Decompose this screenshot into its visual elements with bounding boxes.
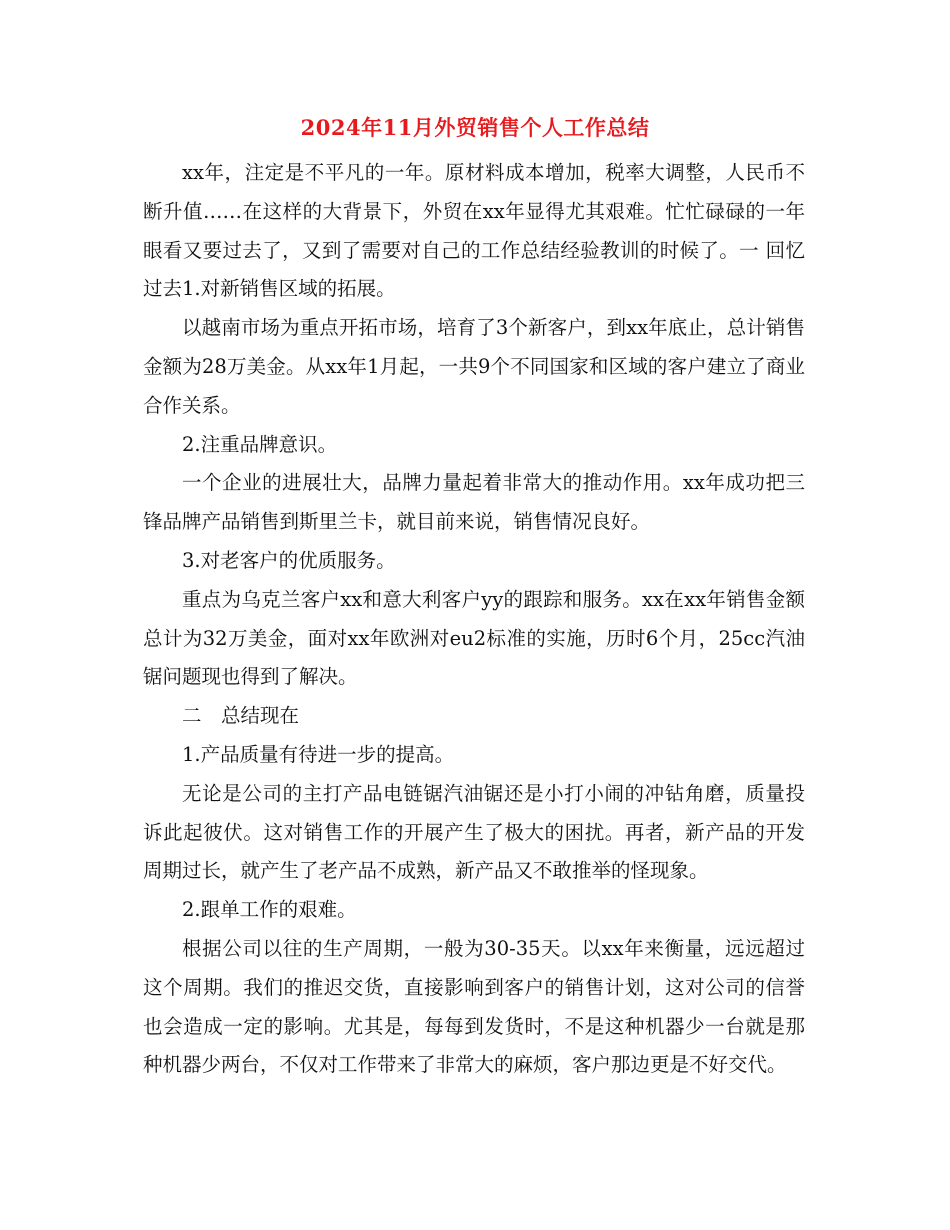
heading-section-two: 二 总结现在: [182, 704, 300, 728]
heading-product-quality: 1.产品质量有待进一步的提高。: [182, 742, 455, 766]
paragraph-old-customers: 重点为乌克兰客户xx和意大利客户yy的跟踪和服务。xx在xx年销售金额总计为32万美金，面对xx年欧洲对eu2标准的实施，历时6个月，25cc汽油锯问题现也得到了解决。: [143, 587, 805, 689]
document-body: [143, 154, 805, 1085]
paragraph-brand: 一个企业的进展壮大，品牌力量起着非常大的推动作用。xx年成功把三锋品牌产品销售到斯里兰卡，就目前来说，销售情况良好。: [143, 471, 805, 534]
heading-old-customers: 3.对老客户的优质服务。: [182, 548, 396, 572]
paragraph-product-quality: 无论是公司的主打产品电链锯汽油锯还是小打小闹的冲钻角磨，质量投诉此起彼伏。这对销售工作的开展产生了极大的困扰。再者，新产品的开发周期过长，就产生了老产品不成熟，新产品又不敢推举的怪现象。: [143, 781, 805, 883]
paragraph-vietnam-market: 以越南市场为重点开拓市场，培育了3个新客户，到xx年底止，总计销售金额为28万美金。从xx年1月起，一共9个不同国家和区域的客户建立了商业合作关系。: [143, 316, 805, 417]
paragraph-order-follow-up: 根据公司以往的生产周期，一般为30-35天。以xx年来衡量，远远超过这个周期。我们的推迟交货，直接影响到客户的销售计划，这对公司的信誉也会造成一定的影响。尤其是，每每到发货时，不是这种机器少一台就是那种机器少两台，不仅对工作带来了非常大的麻烦，客户那边更是不好交代。: [143, 936, 805, 1077]
paragraph-intro: xx年，注定是不平凡的一年。原材料成本增加，税率大调整，人民币不断升值……在这样的大背景下，外贸在xx年显得尤其艰难。忙忙碌碌的一年眼看又要过去了，又到了需要对自己的工作总结经验教训的时候了。一 回忆过去1.对新销售区域的拓展。: [143, 161, 805, 301]
heading-order-follow-up: 2.跟单工作的艰难。: [182, 898, 357, 922]
heading-brand-awareness: 2.注重品牌意识。: [182, 432, 338, 456]
document-title: 2024年11月外贸销售个人工作总结: [300, 115, 650, 140]
